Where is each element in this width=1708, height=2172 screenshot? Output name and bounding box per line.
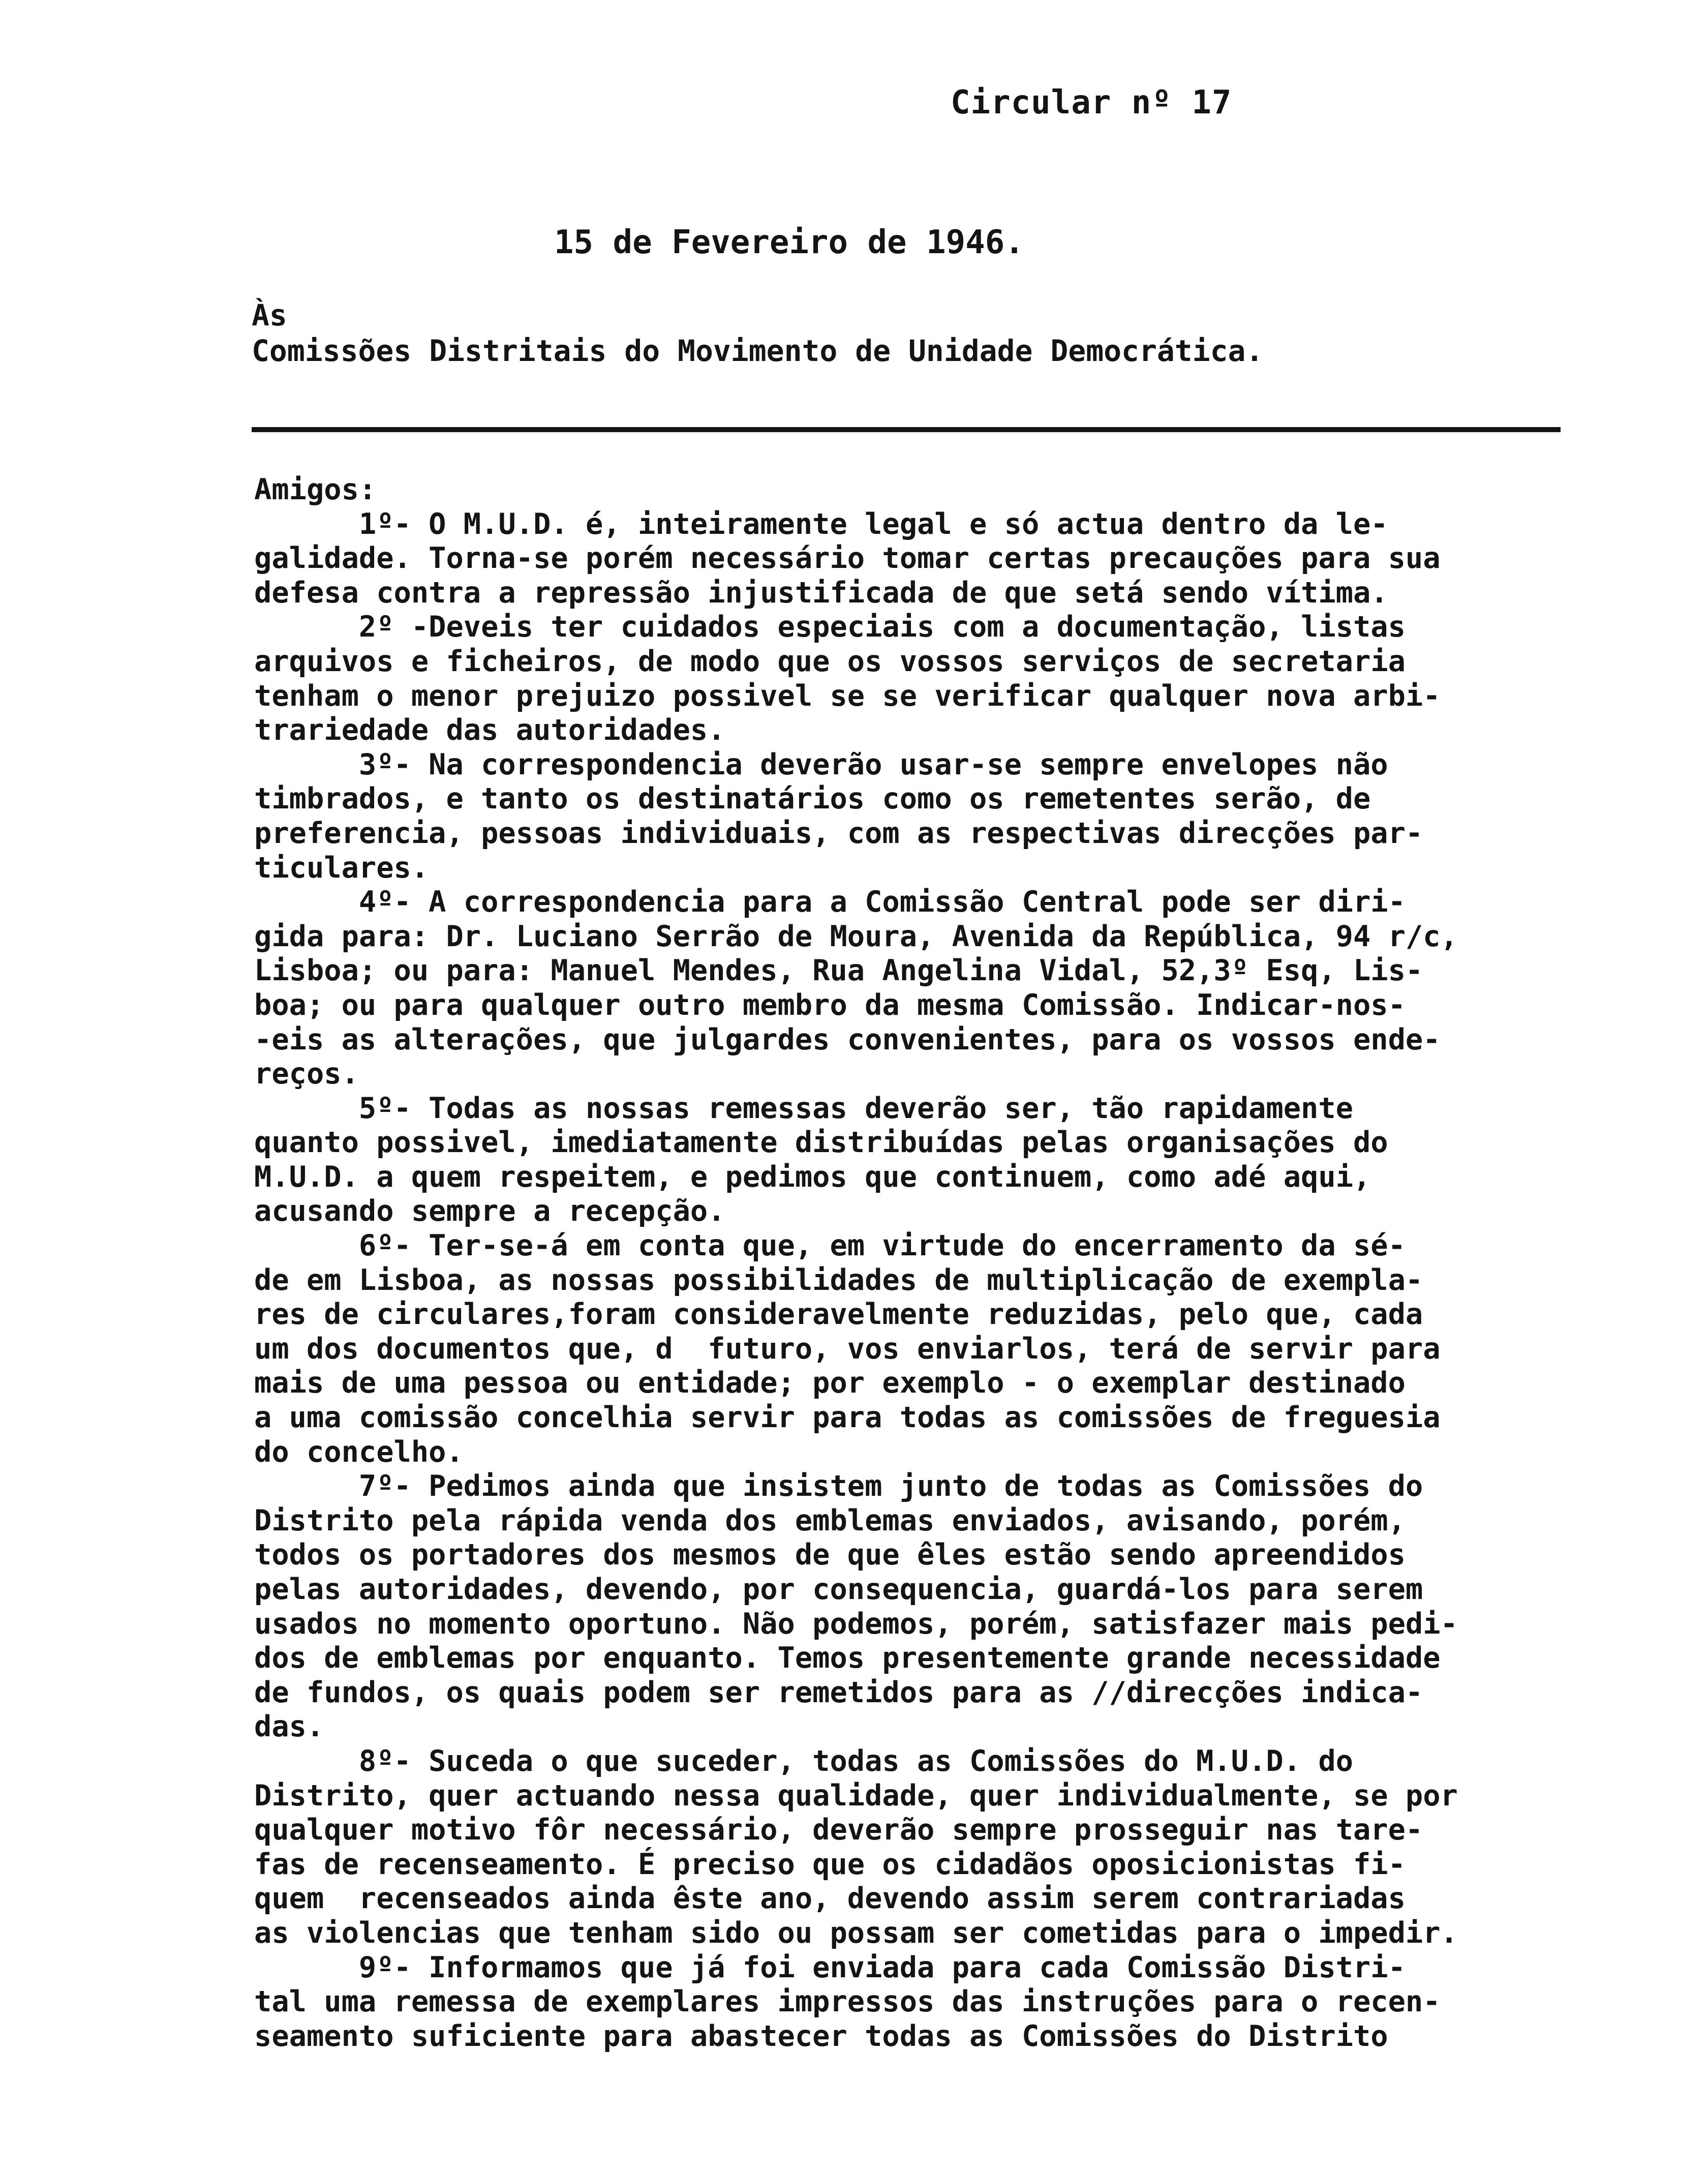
paragraph-6: 6º- Ter-se-á em conta que, em virtude do encerramento da sé- de em Lisboa, as nossas possibilidades de multiplicação de exempla- res de circulares,foram consideravelmente reduzidas, pelo que, cada um dos documentos que, d futuro, vos enviarlos, terá de servir para mais de uma pessoa ou entidade; por exemplo - o exemplar destinado a uma comissão concelhia servir para todas as comissões de freguesia do concelho. — [254, 1229, 1441, 1469]
paragraph-3: 3º- Na correspondencia deverão usar-se sempre envelopes não timbrados, e tanto os destinatários como os remetentes serão, de preferencia, pessoas individuais, com as respectivas direcções par- ticulares. — [254, 747, 1423, 885]
header-divider — [252, 427, 1561, 432]
paragraph-9: 9º- Informamos que já foi enviada para cada Comissão Distri- tal uma remessa de exemplares impressos das instruções para o recen- seamento suficiente para abastecer todas as Comissões do Distrito — [254, 1950, 1441, 2053]
paragraph-4: 4º- A correspondencia para a Comissão Central pode ser diri- gida para: Dr. Luciano Serrão de Moura, Avenida da República, 94 r/c, Lisboa; ou para: Manuel Mendes, Rua Angelina Vidal, 52,3º Esq, Lis- boa; ou para qualquer outro membro da mesma Comissão. Indicar-nos- -eis as alterações, que julgardes convenientes, para os vossos ende- reços. — [254, 885, 1458, 1091]
addressee-prefix: Às — [252, 298, 287, 333]
letter-body — [254, 473, 1657, 2054]
paragraph-1: 1º- O M.U.D. é, inteiramente legal e só actua dentro da le- galidade. Torna-se porém necessário tomar certas precauções para sua defesa contra a repressão injustificada de que setá sendo vítima. — [254, 507, 1441, 610]
salutation: Amigos: — [254, 473, 377, 506]
addressee-block — [252, 297, 1263, 369]
addressee-name: Comissões Distritais do Movimento de Unidade Democrática. — [252, 334, 1264, 368]
paragraph-2: 2º -Deveis ter cuidados especiais com a documentação, listas arquivos e ficheiros, de modo que os vossos serviços de secretaria tenham o menor prejuizo possivel se se verificar qualquer nova arbi- trariedade das autoridades. — [254, 610, 1441, 747]
paragraph-8: 8º- Suceda o que suceder, todas as Comissões do M.U.D. do Distrito, quer actuando nessa qualidade, quer individualmente, se por qualquer motivo fôr necessário, deverão sempre prosseguir nas tare- fas de recenseamento. É preciso que os cidadãos oposicionistas fi- quem recenseados ainda êste ano, devendo assim serem contrariadas as violencias que tenham sido ou possam ser cometidas para o impedir. — [254, 1744, 1458, 1950]
paragraph-7: 7º- Pedimos ainda que insistem junto de todas as Comissões do Distrito pela rápida venda dos emblemas enviados, avisando, porém, todos os portadores dos mesmos de que êles estão sendo apreendidos pelas autoridades, devendo, por consequencia, guardá-los para serem usados no momento oportuno. Não podemos, porém, satisfazer mais pedi- dos de emblemas por enquanto. Temos presentemente grande necessidade de fundos, os quais podem ser remetidos para as //direcções indica- das. — [254, 1469, 1458, 1744]
paragraph-5: 5º- Todas as nossas remessas deverão ser, tão rapidamente quanto possivel, imediatamente distribuídas pelas organisações do M.U.D. a quem respeitem, e pedimos que continuem, como adé aqui, acusando sempre a recepção. — [254, 1091, 1388, 1228]
circular-number: Circular nº 17 — [951, 84, 1232, 122]
letter-date: 15 de Fevereiro de 1946. — [554, 224, 1024, 261]
